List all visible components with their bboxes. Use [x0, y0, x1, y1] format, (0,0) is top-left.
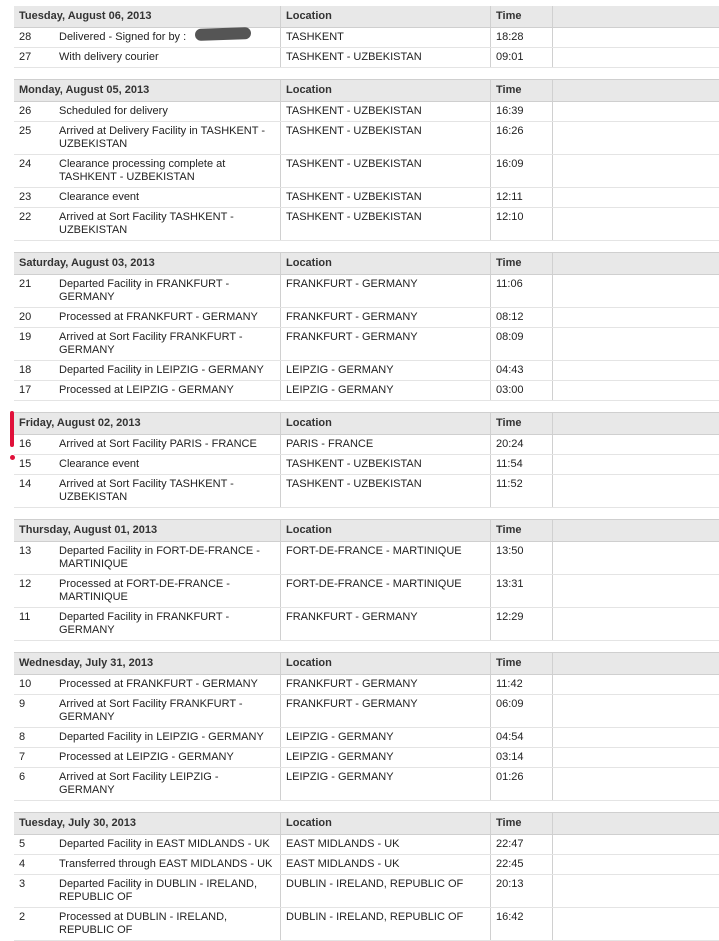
blank-column-header	[552, 653, 719, 674]
day-date-heading: Friday, August 02, 2013	[19, 417, 141, 429]
tracking-event-row	[14, 435, 719, 455]
event-time: 06:09	[490, 695, 552, 727]
event-location: DUBLIN - IRELAND, REPUBLIC OF	[280, 908, 490, 940]
tracking-event-row	[14, 308, 719, 328]
event-location: FORT-DE-FRANCE - MARTINIQUE	[280, 542, 490, 574]
event-number: 7	[19, 751, 26, 763]
event-description: Arrived at Sort Facility FRANKFURT - GERMANY	[59, 331, 243, 356]
event-time: 12:11	[490, 188, 552, 207]
event-blank-cell	[552, 155, 719, 187]
event-time: 11:06	[490, 275, 552, 307]
event-description: Clearance event	[59, 458, 140, 470]
event-location: FRANKFURT - GERMANY	[280, 675, 490, 694]
event-number: 15	[19, 458, 32, 470]
event-location: TASHKENT - UZBEKISTAN	[280, 455, 490, 474]
event-blank-cell	[552, 188, 719, 207]
tracking-event-row	[14, 875, 719, 908]
day-header-row	[14, 812, 719, 835]
day-date-heading: Wednesday, July 31, 2013	[19, 657, 154, 669]
tracking-event-row	[14, 908, 719, 941]
tracking-event-row	[14, 695, 719, 728]
event-location: FRANKFURT - GERMANY	[280, 275, 490, 307]
event-blank-cell	[552, 328, 719, 360]
event-time: 09:01	[490, 48, 552, 67]
time-column-header: Time	[490, 253, 552, 274]
day-header-row	[14, 79, 719, 102]
time-column-header: Time	[490, 813, 552, 834]
event-location: EAST MIDLANDS - UK	[280, 855, 490, 874]
tracking-event-row	[14, 328, 719, 361]
event-location: LEIPZIG - GERMANY	[280, 768, 490, 800]
event-time: 16:39	[490, 102, 552, 121]
event-description: Departed Facility in FORT-DE-FRANCE - MARTINIQUE	[59, 545, 260, 570]
event-location: TASHKENT - UZBEKISTAN	[280, 475, 490, 507]
event-number: 23	[19, 191, 32, 203]
event-description: Arrived at Delivery Facility in TASHKENT - UZBEKISTAN	[59, 125, 265, 150]
day-date-heading: Tuesday, July 30, 2013	[19, 817, 136, 829]
event-description: Arrived at Sort Facility TASHKENT - UZBEKISTAN	[59, 478, 234, 503]
event-location: FRANKFURT - GERMANY	[280, 695, 490, 727]
event-number: 10	[19, 678, 32, 690]
day-header-row	[14, 412, 719, 435]
day-date-heading: Tuesday, August 06, 2013	[19, 10, 152, 22]
event-description: Processed at FRANKFURT - GERMANY	[59, 678, 258, 690]
event-blank-cell	[552, 608, 719, 640]
time-column-header: Time	[490, 80, 552, 101]
day-group-gap	[14, 68, 719, 79]
event-description: Departed Facility in LEIPZIG - GERMANY	[59, 364, 264, 376]
time-column-header: Time	[490, 653, 552, 674]
event-number: 9	[19, 698, 26, 710]
event-blank-cell	[552, 575, 719, 607]
tracking-event-row	[14, 155, 719, 188]
event-number: 25	[19, 125, 32, 137]
event-time: 12:29	[490, 608, 552, 640]
event-time: 20:13	[490, 875, 552, 907]
event-time: 11:54	[490, 455, 552, 474]
event-description: Departed Facility in EAST MIDLANDS - UK	[59, 838, 270, 850]
event-blank-cell	[552, 208, 719, 240]
event-time: 08:09	[490, 328, 552, 360]
event-time: 04:54	[490, 728, 552, 747]
tracking-event-row	[14, 275, 719, 308]
event-time: 22:47	[490, 835, 552, 854]
event-description: Processed at DUBLIN - IRELAND, REPUBLIC OF	[59, 911, 228, 936]
tracking-event-row	[14, 122, 719, 155]
event-description: With delivery courier	[59, 51, 159, 63]
event-blank-cell	[552, 122, 719, 154]
event-number: 27	[19, 51, 32, 63]
event-description: Processed at FORT-DE-FRANCE - MARTINIQUE	[59, 578, 230, 603]
day-header-row	[14, 252, 719, 275]
event-location: TASHKENT	[280, 28, 490, 47]
event-blank-cell	[552, 908, 719, 940]
event-blank-cell	[552, 855, 719, 874]
tracking-event-row	[14, 208, 719, 241]
event-location: DUBLIN - IRELAND, REPUBLIC OF	[280, 875, 490, 907]
event-description: Scheduled for delivery	[59, 105, 168, 117]
time-column-header: Time	[490, 413, 552, 434]
event-number: 4	[19, 858, 26, 870]
tracking-event-row	[14, 381, 719, 401]
day-header-row	[14, 519, 719, 542]
day-date-heading: Thursday, August 01, 2013	[19, 524, 158, 536]
event-blank-cell	[552, 361, 719, 380]
tracking-event-row	[14, 48, 719, 68]
event-blank-cell	[552, 381, 719, 400]
event-blank-cell	[552, 542, 719, 574]
event-number: 5	[19, 838, 26, 850]
event-number: 20	[19, 311, 32, 323]
day-header-row	[14, 652, 719, 675]
event-blank-cell	[552, 835, 719, 854]
day-date-heading: Saturday, August 03, 2013	[19, 257, 155, 269]
event-blank-cell	[552, 102, 719, 121]
event-time: 18:28	[490, 28, 552, 47]
shipment-tracking-table	[14, 6, 719, 941]
blank-column-header	[552, 813, 719, 834]
tracking-event-row	[14, 28, 719, 48]
event-number: 24	[19, 158, 32, 170]
event-description: Arrived at Sort Facility TASHKENT - UZBEKISTAN	[59, 211, 234, 236]
location-column-header: Location	[280, 413, 490, 434]
tracking-event-row	[14, 768, 719, 801]
event-blank-cell	[552, 455, 719, 474]
redaction-scribble	[195, 27, 251, 41]
event-blank-cell	[552, 475, 719, 507]
event-number: 21	[19, 278, 32, 290]
event-number: 2	[19, 911, 26, 923]
event-number: 28	[19, 31, 32, 43]
tracking-event-row	[14, 728, 719, 748]
event-number: 22	[19, 211, 32, 223]
event-number: 11	[19, 611, 31, 623]
event-number: 13	[19, 545, 32, 557]
event-location: TASHKENT - UZBEKISTAN	[280, 48, 490, 67]
event-time: 16:26	[490, 122, 552, 154]
event-time: 03:14	[490, 748, 552, 767]
location-column-header: Location	[280, 253, 490, 274]
event-number: 6	[19, 771, 26, 783]
tracking-event-row	[14, 575, 719, 608]
event-number: 17	[19, 384, 32, 396]
location-column-header: Location	[280, 6, 490, 27]
event-time: 13:31	[490, 575, 552, 607]
event-description: Arrived at Sort Facility PARIS - FRANCE	[59, 438, 257, 450]
tracking-event-row	[14, 455, 719, 475]
tracking-event-row	[14, 188, 719, 208]
day-group-gap	[14, 401, 719, 412]
event-location: EAST MIDLANDS - UK	[280, 835, 490, 854]
day-group-gap	[14, 241, 719, 252]
event-location: FRANKFURT - GERMANY	[280, 308, 490, 327]
event-description: Processed at FRANKFURT - GERMANY	[59, 311, 258, 323]
event-blank-cell	[552, 28, 719, 47]
event-time: 04:43	[490, 361, 552, 380]
event-blank-cell	[552, 48, 719, 67]
event-time: 20:24	[490, 435, 552, 454]
tracking-event-row	[14, 475, 719, 508]
event-location: FORT-DE-FRANCE - MARTINIQUE	[280, 575, 490, 607]
tracking-event-row	[14, 855, 719, 875]
event-description: Departed Facility in LEIPZIG - GERMANY	[59, 731, 264, 743]
event-blank-cell	[552, 695, 719, 727]
location-column-header: Location	[280, 80, 490, 101]
event-blank-cell	[552, 308, 719, 327]
event-description: Clearance event	[59, 191, 140, 203]
event-number: 26	[19, 105, 32, 117]
event-location: LEIPZIG - GERMANY	[280, 728, 490, 747]
event-time: 11:42	[490, 675, 552, 694]
blank-column-header	[552, 253, 719, 274]
tracking-event-row	[14, 835, 719, 855]
event-description: Arrived at Sort Facility LEIPZIG - GERMANY	[59, 771, 219, 796]
event-number: 12	[19, 578, 32, 590]
blank-column-header	[552, 6, 719, 27]
event-description: Transferred through EAST MIDLANDS - UK	[59, 858, 273, 870]
blank-column-header	[552, 413, 719, 434]
event-time: 08:12	[490, 308, 552, 327]
event-blank-cell	[552, 275, 719, 307]
tracking-event-row	[14, 608, 719, 641]
event-location: TASHKENT - UZBEKISTAN	[280, 122, 490, 154]
event-number: 14	[19, 478, 32, 490]
tracking-event-row	[14, 361, 719, 381]
location-column-header: Location	[280, 813, 490, 834]
event-number: 16	[19, 438, 32, 450]
event-time: 22:45	[490, 855, 552, 874]
event-number: 19	[19, 331, 32, 343]
blank-column-header	[552, 80, 719, 101]
event-blank-cell	[552, 675, 719, 694]
tracking-event-row	[14, 748, 719, 768]
event-blank-cell	[552, 435, 719, 454]
event-location: LEIPZIG - GERMANY	[280, 361, 490, 380]
event-description: Departed Facility in DUBLIN - IRELAND, REPUBLIC OF	[59, 878, 258, 903]
event-time: 11:52	[490, 475, 552, 507]
event-description: Processed at LEIPZIG - GERMANY	[59, 384, 234, 396]
event-time: 12:10	[490, 208, 552, 240]
event-number: 18	[19, 364, 32, 376]
time-column-header: Time	[490, 6, 552, 27]
event-description: Processed at LEIPZIG - GERMANY	[59, 751, 234, 763]
tracking-event-row	[14, 102, 719, 122]
day-date-heading: Monday, August 05, 2013	[19, 84, 150, 96]
day-group-gap	[14, 801, 719, 812]
event-blank-cell	[552, 748, 719, 767]
event-number: 3	[19, 878, 26, 890]
event-location: PARIS - FRANCE	[280, 435, 490, 454]
tracking-event-row	[14, 542, 719, 575]
event-number: 8	[19, 731, 26, 743]
event-time: 13:50	[490, 542, 552, 574]
event-location: TASHKENT - UZBEKISTAN	[280, 102, 490, 121]
event-time: 16:09	[490, 155, 552, 187]
event-location: TASHKENT - UZBEKISTAN	[280, 155, 490, 187]
location-column-header: Location	[280, 520, 490, 541]
time-column-header: Time	[490, 520, 552, 541]
event-description: Arrived at Sort Facility FRANKFURT - GERMANY	[59, 698, 243, 723]
event-blank-cell	[552, 875, 719, 907]
location-column-header: Location	[280, 653, 490, 674]
event-description: Delivered - Signed for by :	[59, 31, 187, 43]
event-location: LEIPZIG - GERMANY	[280, 748, 490, 767]
event-time: 01:26	[490, 768, 552, 800]
blank-column-header	[552, 520, 719, 541]
event-time: 16:42	[490, 908, 552, 940]
day-header-row	[14, 6, 719, 28]
event-location: TASHKENT - UZBEKISTAN	[280, 208, 490, 240]
day-group-gap	[14, 508, 719, 519]
event-time: 03:00	[490, 381, 552, 400]
event-description: Clearance processing complete at TASHKENT - UZBEKISTAN	[59, 158, 226, 183]
day-group-gap	[14, 641, 719, 652]
event-description: Departed Facility in FRANKFURT - GERMANY	[59, 278, 230, 303]
tracking-event-row	[14, 675, 719, 695]
event-blank-cell	[552, 728, 719, 747]
event-description: Departed Facility in FRANKFURT - GERMANY	[59, 611, 230, 636]
red-exclamation-annotation-icon	[9, 411, 15, 464]
event-location: FRANKFURT - GERMANY	[280, 608, 490, 640]
event-location: TASHKENT - UZBEKISTAN	[280, 188, 490, 207]
event-location: FRANKFURT - GERMANY	[280, 328, 490, 360]
event-blank-cell	[552, 768, 719, 800]
event-location: LEIPZIG - GERMANY	[280, 381, 490, 400]
